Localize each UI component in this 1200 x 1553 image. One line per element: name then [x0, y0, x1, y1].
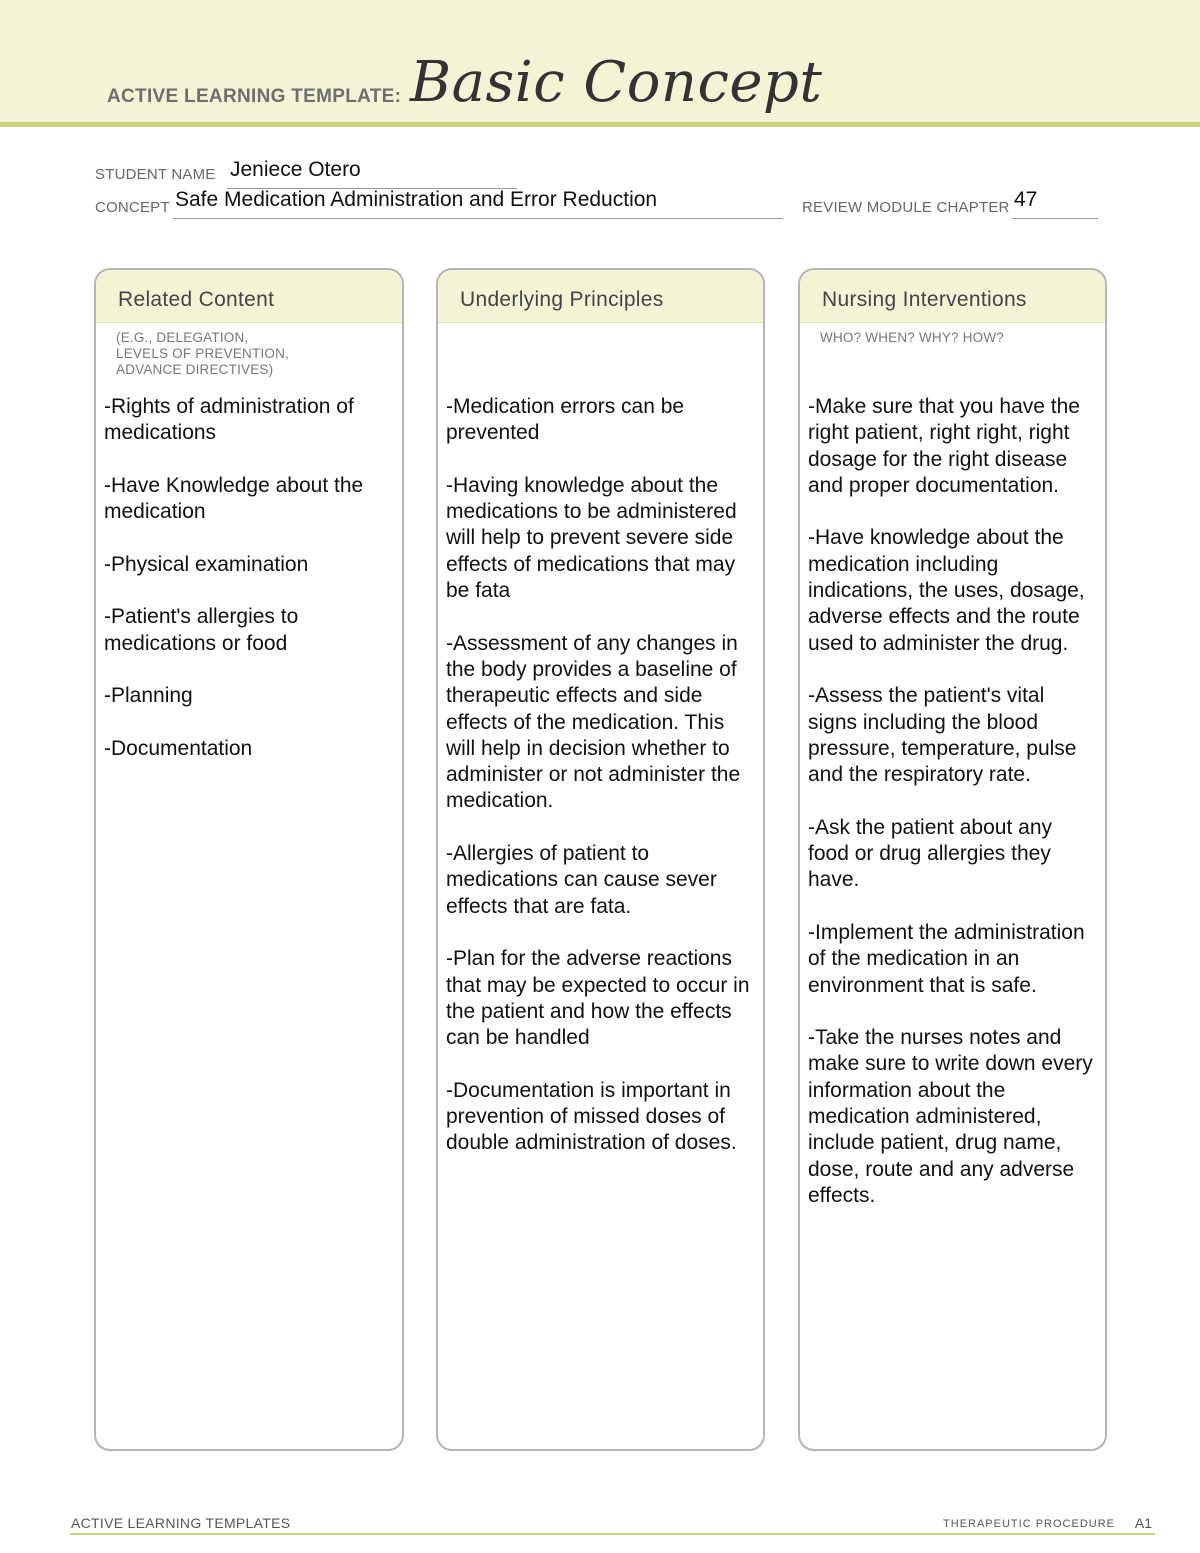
list-item: -Medication errors can be prevented	[446, 395, 685, 445]
list-item: -Documentation	[104, 736, 253, 760]
list-item: -Rights of administration of medications	[104, 395, 354, 445]
list-item: -Have knowledge about the medication including indications, the uses, dosage, adverse effects and the route used to administer the drug.	[808, 526, 1085, 655]
list-item: -Make sure that you have the right patient, right right, right dosage for the right disease and proper documentation.	[808, 395, 1080, 497]
underlying-principles-title: Underlying Principles	[460, 288, 664, 311]
footer-page-code: A1	[1134, 1515, 1152, 1531]
related-content-note: (E.G., DELEGATION, LEVELS OF PREVENTION, ADVANCE DIRECTIVES)	[116, 330, 289, 377]
related-content-header	[96, 270, 402, 323]
page-title: Basic Concept	[410, 50, 823, 115]
review-module-field[interactable]: 47	[1014, 188, 1038, 211]
review-module-label: REVIEW MODULE CHAPTER	[802, 199, 1010, 216]
footer-divider	[70, 1533, 1155, 1535]
nursing-interventions-list	[808, 394, 1097, 1236]
underlying-principles-column	[436, 268, 765, 1451]
template-label: ACTIVE LEARNING TEMPLATE:	[107, 86, 402, 107]
related-content-title: Related Content	[118, 288, 275, 311]
list-item: -Having knowledge about the medications to be administered will help to prevent severe side effects of medications that may be fata	[446, 473, 737, 603]
header-divider	[0, 122, 1200, 127]
list-item: -Plan for the adverse reactions that may be expected to occur in the patient and how the effects can be handled	[446, 947, 750, 1050]
nursing-interventions-header	[800, 270, 1105, 323]
related-content-column	[94, 268, 404, 1451]
list-item: -Assess the patient's vital signs including the blood pressure, temperature, pulse and the respiratory rate.	[808, 684, 1077, 787]
underlying-principles-list	[446, 394, 755, 1183]
nursing-interventions-note: WHO? WHEN? WHY? HOW?	[820, 330, 1005, 345]
list-item: -Implement the administration of the medication in an environment that is safe.	[808, 920, 1085, 997]
list-item: -Physical examination	[104, 552, 309, 576]
footer-title: ACTIVE LEARNING TEMPLATES	[71, 1515, 291, 1531]
nursing-interventions-title: Nursing Interventions	[822, 288, 1027, 311]
review-module-underline	[1012, 218, 1098, 219]
list-item: -Ask the patient about any food or drug allergies they have.	[808, 815, 1052, 892]
list-item: -Patient's allergies to medications or food	[104, 605, 299, 655]
list-item: -Documentation is important in prevention of missed doses of double administration of doses.	[446, 1078, 737, 1155]
list-item: -Have Knowledge about the medication	[104, 473, 364, 524]
nursing-interventions-column	[798, 268, 1107, 1451]
list-item: -Assessment of any changes in the body provides a baseline of therapeutic effects and side effects of the medication. This will help in decision whether to administer or not administer the medication.	[446, 631, 741, 813]
concept-field[interactable]: Safe Medication Administration and Error Reduction	[175, 188, 658, 211]
footer-section: THERAPEUTIC PROCEDURE	[943, 1518, 1115, 1530]
list-item: -Take the nurses notes and make sure to write down every information about the medication administered, include patient, drug name, dose, route and any adverse effects.	[808, 1026, 1093, 1207]
underlying-principles-header	[438, 270, 763, 323]
student-name-label: STUDENT NAME	[95, 166, 216, 183]
student-name-field[interactable]: Jeniece Otero	[230, 158, 361, 181]
concept-underline	[173, 218, 783, 219]
list-item: -Allergies of patient to medications can cause sever effects that are fata.	[446, 842, 717, 918]
concept-label: CONCEPT	[95, 199, 170, 216]
related-content-list	[104, 394, 394, 788]
list-item: -Planning	[104, 684, 193, 708]
